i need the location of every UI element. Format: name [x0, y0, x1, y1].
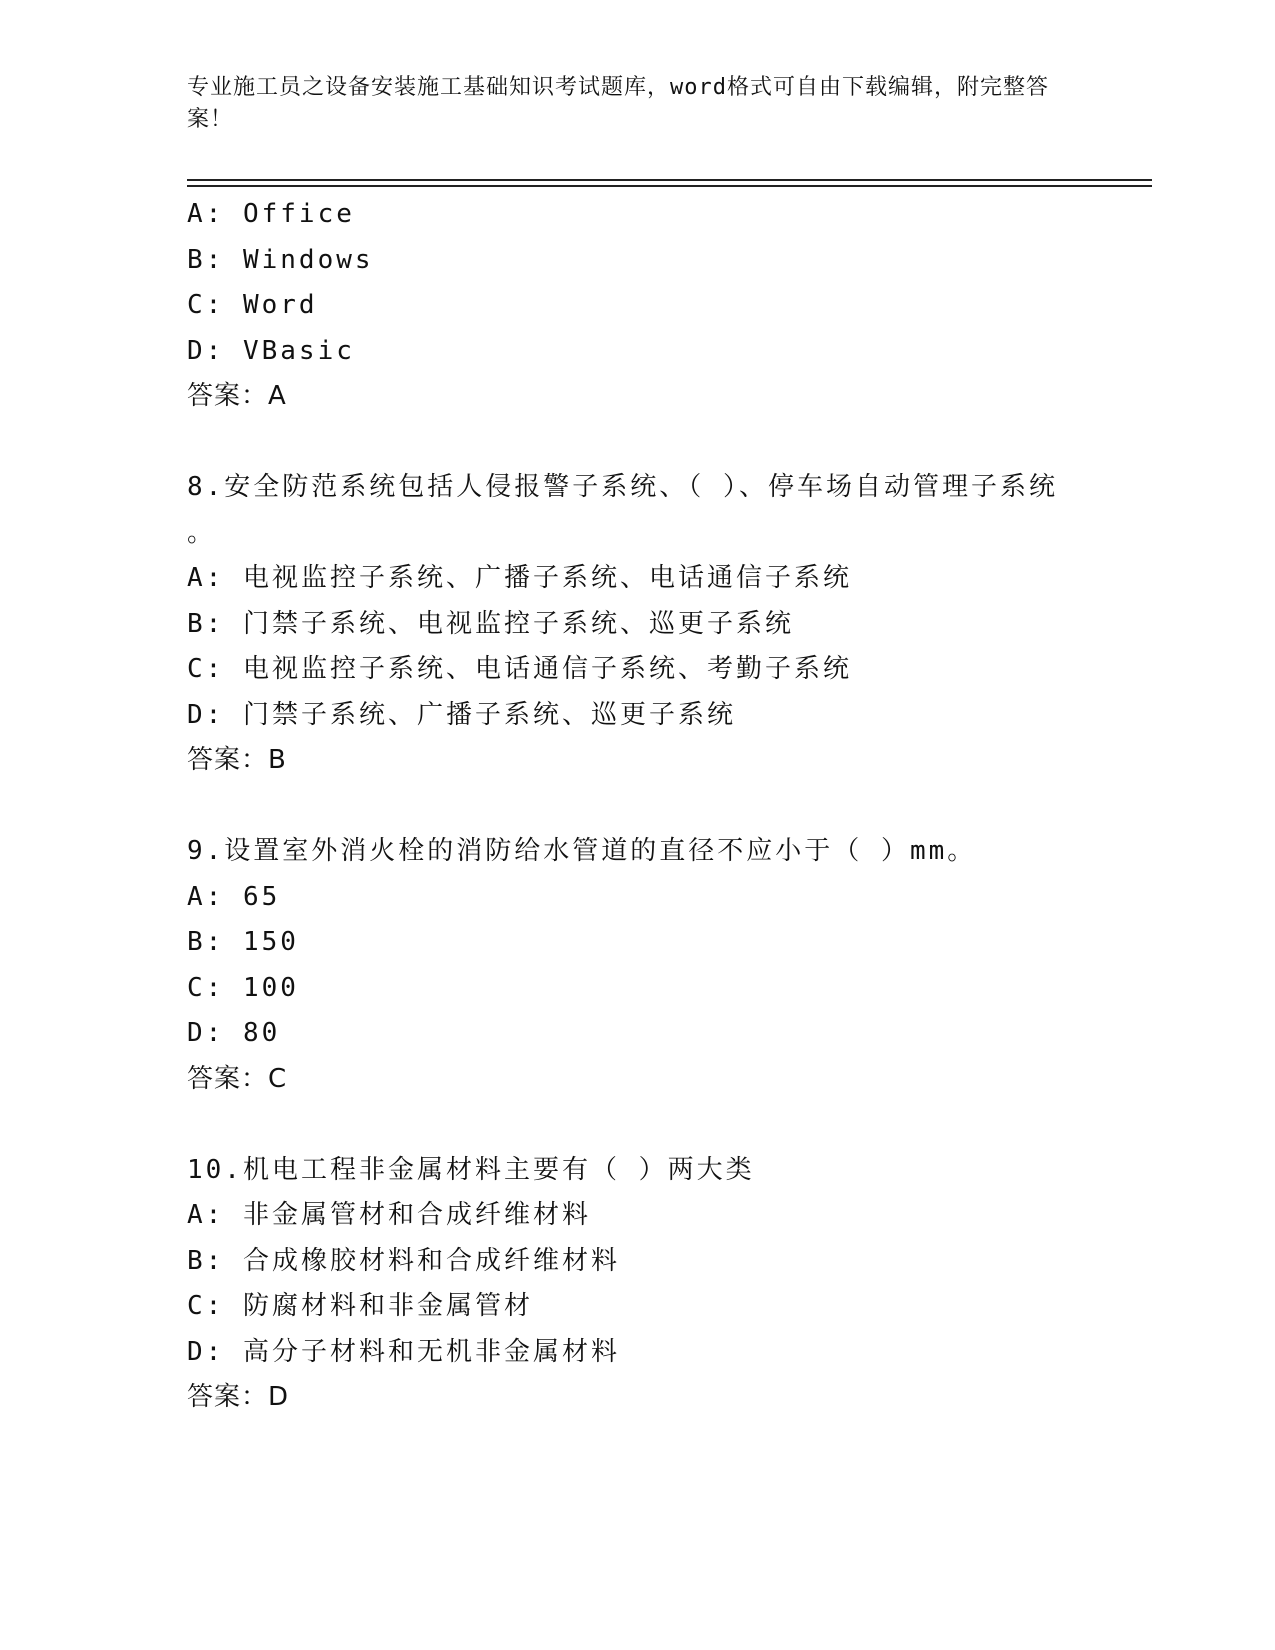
option-c: C: 防腐材料和非金属管材 — [187, 1291, 533, 1321]
option-c: C: 100 — [187, 972, 299, 1003]
question-block-9 — [187, 829, 1087, 1102]
answer-line: 答案：D — [187, 1382, 290, 1412]
document-header: 专业施工员之设备安装施工基础知识考试题库，word格式可自由下载编辑，附完整答案！ — [187, 75, 1049, 132]
option-d: D: 高分子材料和无机非金属材料 — [187, 1336, 620, 1367]
answer-line: 答案：C — [187, 1063, 288, 1094]
question-block-8 — [187, 465, 1087, 784]
answer-line: 答案：A — [187, 381, 287, 411]
spacer — [187, 784, 1087, 830]
option-b: B: Windows — [187, 244, 374, 275]
question-stem: 9.设置室外消火栓的消防给水管道的直径不应小于（ ）mm。 — [187, 836, 977, 866]
option-a: A: Office — [187, 199, 355, 229]
question-stem: 8.安全防范系统包括人侵报警子系统、（ ）、停车场自动管理子系统 — [187, 472, 1058, 502]
option-d: D: 80 — [187, 1018, 281, 1048]
question-block-7 — [187, 192, 1087, 420]
header-divider-bottom — [187, 185, 1152, 187]
option-b: B: 150 — [187, 927, 299, 957]
option-c: C: Word — [187, 290, 318, 320]
header-divider-top — [187, 179, 1152, 181]
option-a: A: 非金属管材和合成纤维材料 — [187, 1200, 591, 1230]
option-a: A: 65 — [187, 881, 281, 912]
question-stem-continuation: 。 — [187, 517, 214, 548]
option-c: C: 电视监控子系统、电话通信子系统、考勤子系统 — [187, 654, 852, 684]
question-block-10 — [187, 1148, 1087, 1421]
question-stem: 10.机电工程非金属材料主要有（ ）两大类 — [187, 1154, 755, 1185]
answer-line: 答案：B — [187, 745, 287, 775]
option-b: B: 合成橡胶材料和合成纤维材料 — [187, 1245, 620, 1276]
spacer — [187, 420, 1087, 466]
option-a: A: 电视监控子系统、广播子系统、电话通信子系统 — [187, 563, 852, 593]
option-d: D: 门禁子系统、广播子系统、巡更子系统 — [187, 699, 736, 730]
question-list — [187, 192, 1087, 1421]
option-d: D: VBasic — [187, 335, 355, 366]
option-b: B: 门禁子系统、电视监控子系统、巡更子系统 — [187, 608, 794, 639]
spacer — [187, 1102, 1087, 1148]
